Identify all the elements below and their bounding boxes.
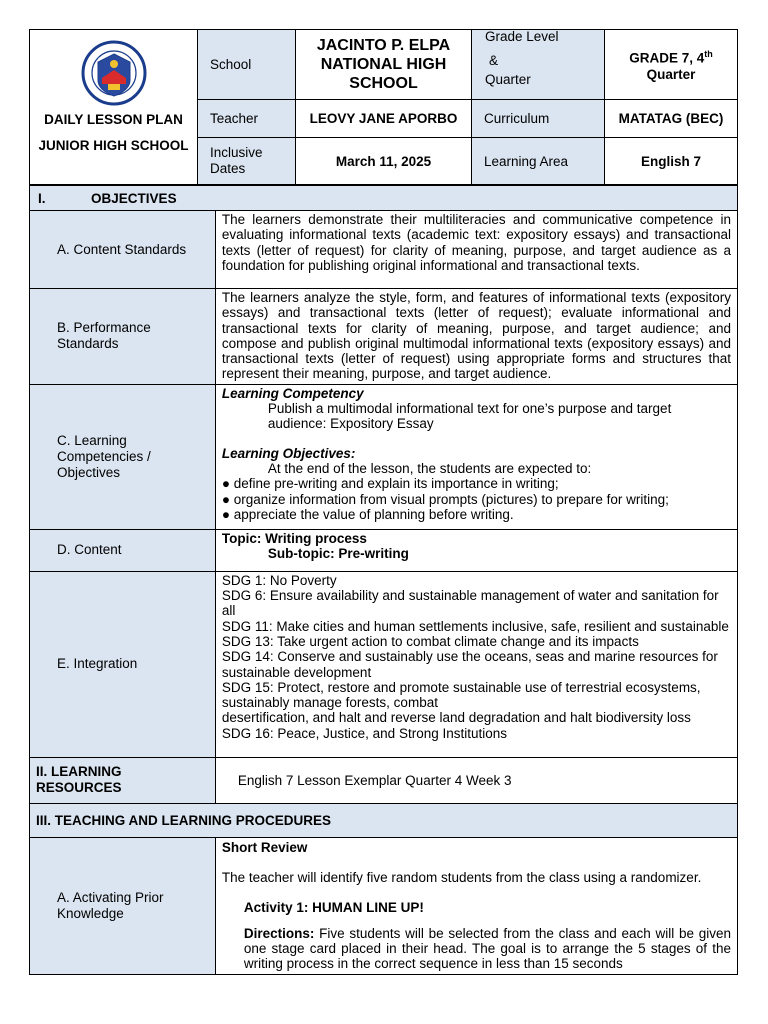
learning-area-value: English 7 <box>605 138 738 185</box>
competencies-cell <box>215 384 737 529</box>
procedures-heading: III. TEACHING AND LEARNING PROCEDURES <box>30 803 738 837</box>
content-cell <box>215 529 737 571</box>
objectives-heading-text: OBJECTIVES <box>91 190 177 206</box>
school-value: JACINTO P. ELPA NATIONAL HIGH SCHOOL <box>296 30 472 100</box>
integration-line: desertification, and halt and reverse land degradation and halt biodiversity loss <box>221 710 691 726</box>
activity-title: Activity 1: HUMAN LINE UP! <box>243 900 424 916</box>
topic-text: Topic: Writing process <box>221 530 367 546</box>
grade-value-line2: Quarter <box>646 67 696 83</box>
junior-high-school-label: JUNIOR HIGH SCHOOL <box>38 138 189 153</box>
subtopic-text: Sub-topic: Pre-writing <box>267 546 409 562</box>
grade-value-line1: GRADE 7, 4 <box>629 50 705 66</box>
content-standards-label: A. Content Standards <box>30 211 216 289</box>
learning-objectives-heading: Learning Objectives: <box>221 445 356 461</box>
objective-item: ● define pre-writing and explain its importance in writing; <box>221 476 559 492</box>
activating-prior-knowledge-label: A. Activating Prior Knowledge <box>30 837 216 974</box>
school-label: School <box>198 30 296 100</box>
objective-item: ● appreciate the value of planning before writing. <box>221 506 514 522</box>
integration-cell <box>215 571 737 757</box>
deped-seal-icon <box>78 40 150 106</box>
content-standards-text: The learners demonstrate their multiliteracies and communicative competence in evaluating informational texts (academic text: expository essays) and transactional texts (letter of request) for clarity of meaning, purpose, and target audience as a foundation for publishing original informational and transactional texts. <box>215 211 737 289</box>
inclusive-dates-label: Inclusive Dates <box>198 138 296 185</box>
objectives-heading-num: I. <box>38 190 46 206</box>
integration-line: SDG 14: Conserve and sustainably use the oceans, seas and marine resources for sustainable development <box>221 649 718 680</box>
objectives-heading <box>30 186 738 211</box>
teacher-label: Teacher <box>198 100 296 138</box>
randomizer-text: The teacher will identify five random students from the class using a randomizer. <box>221 870 702 886</box>
learning-objectives-intro: At the end of the lesson, the students are expected to: <box>267 460 592 476</box>
objective-item: ● organize information from visual prompts (pictures) to prepare for writing; <box>221 491 669 507</box>
short-review-heading: Short Review <box>221 839 308 855</box>
grade-level-label-line1: Grade Level <box>485 29 559 44</box>
teacher-value: LEOVY JANE APORBO <box>296 100 472 138</box>
content-label: D. Content <box>30 529 216 571</box>
learning-area-label: Learning Area <box>472 138 605 185</box>
competency-heading: Learning Competency <box>221 385 364 401</box>
integration-line: SDG 13: Take urgent action to combat climate change and its impacts <box>221 633 639 649</box>
header-table <box>29 29 738 185</box>
curriculum-label: Curriculum <box>472 100 605 138</box>
learning-resources-text: English 7 Lesson Exemplar Quarter 4 Week 3 <box>215 757 737 803</box>
grade-value-sup: th <box>704 48 713 59</box>
integration-label: E. Integration <box>30 571 216 757</box>
activating-cell <box>215 837 737 974</box>
competency-text: Publish a multimodal informational text for one’s purpose and target audience: Expository Essay <box>267 401 672 432</box>
grade-level-label <box>472 30 605 100</box>
header-logo-cell <box>30 30 198 185</box>
integration-line: SDG 6: Ensure availability and sustainable management of water and sanitation for all <box>221 588 719 619</box>
performance-standards-label: B. Performance Standards <box>30 289 216 385</box>
learning-resources-label: II. LEARNING RESOURCES <box>30 757 216 803</box>
competencies-label: C. Learning Competencies / Objectives <box>30 384 216 529</box>
integration-line: SDG 1: No Poverty <box>221 572 337 588</box>
directions-paragraph <box>222 926 731 972</box>
daily-lesson-plan-title: DAILY LESSON PLAN <box>44 112 183 127</box>
performance-standards-text: The learners analyze the style, form, and features of informational texts (expository essays) and transactional texts (letter of request); evaluate informational and transactional texts for clarity of meaning, purpose, and target audience; and compose and publish original multimodal informational texts (expository essays) and transactional texts (letter of request) using appropriate forms and structures that represent their meaning, purpose, and target audience. <box>215 289 737 385</box>
grade-level-label-line2: & <box>489 53 499 68</box>
curriculum-value: MATATAG (BEC) <box>605 100 738 138</box>
integration-line: SDG 16: Peace, Justice, and Strong Institutions <box>221 725 507 741</box>
directions-text: Five students will be selected from the class and each will be given one stage card placed in their head. The goal is to arrange the 5 stages of the writing process in the correct sequence in less than 15 seconds <box>243 925 731 972</box>
integration-line: SDG 15: Protect, restore and promote sustainable use of terrestrial ecosystems, sustainably manage forests, combat <box>221 679 701 711</box>
integration-line: SDG 11: Make cities and human settlements inclusive, safe, resilient and sustainable <box>221 618 729 634</box>
inclusive-dates-value: March 11, 2025 <box>296 138 472 185</box>
grade-level-label-line3: Quarter <box>485 72 531 87</box>
directions-label: Directions: <box>243 925 315 941</box>
lesson-plan-table <box>29 185 738 975</box>
grade-value <box>605 30 738 100</box>
